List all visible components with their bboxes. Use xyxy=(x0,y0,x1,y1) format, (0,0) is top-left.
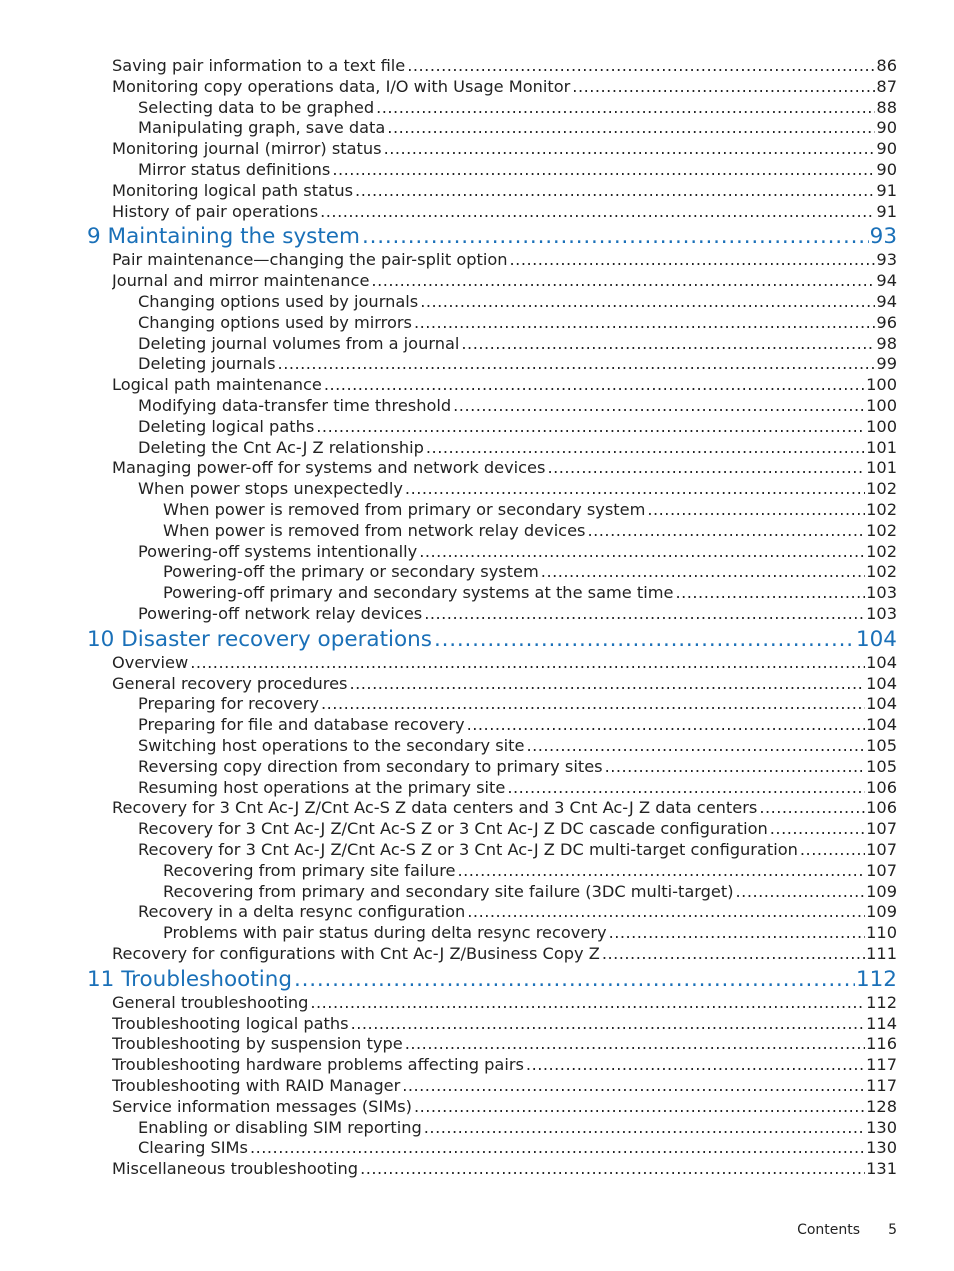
dot-leader xyxy=(453,396,865,416)
toc-entry[interactable] xyxy=(112,1034,897,1054)
entry-page-number: 109 xyxy=(866,902,897,921)
entry-title: Enabling or disabling SIM reporting xyxy=(138,1118,422,1137)
entry-title: 11 Troubleshooting xyxy=(87,967,292,992)
entry-title: Logical path maintenance xyxy=(112,375,322,394)
entry-page-number: 86 xyxy=(876,56,897,75)
dot-leader xyxy=(350,674,866,694)
entry-page-number: 99 xyxy=(876,354,897,373)
entry-title: Monitoring journal (mirror) status xyxy=(112,139,382,158)
entry-title: Recovery for configurations with Cnt Ac-J Z/Business Copy Z xyxy=(112,944,600,963)
toc-entry[interactable] xyxy=(112,944,897,964)
dot-leader xyxy=(609,923,866,943)
entry-page-number: 102 xyxy=(866,521,897,540)
entry-title: Troubleshooting logical paths xyxy=(112,1014,349,1033)
entry-page-number: 105 xyxy=(866,757,897,776)
dot-leader xyxy=(526,1055,865,1075)
toc-entry[interactable] xyxy=(112,1055,897,1075)
entry-title: History of pair operations xyxy=(112,202,319,221)
chapter-entry[interactable] xyxy=(87,967,897,993)
toc-entry[interactable] xyxy=(112,674,897,694)
entry-page-number: 109 xyxy=(866,882,897,901)
dot-leader xyxy=(424,604,865,624)
dot-leader xyxy=(190,653,865,673)
toc-entry[interactable] xyxy=(112,653,897,673)
entry-page-number: 117 xyxy=(866,1055,897,1074)
entry-title: Recovery for 3 Cnt Ac-J Z/Cnt Ac-S Z data centers and 3 Cnt Ac-J Z data centers xyxy=(112,798,758,817)
entry-title: Deleting journals xyxy=(138,354,276,373)
toc-entry[interactable] xyxy=(138,417,897,437)
dot-leader xyxy=(371,271,875,291)
entry-page-number: 87 xyxy=(876,77,897,96)
entry-page-number: 104 xyxy=(866,715,897,734)
toc-entry[interactable] xyxy=(163,521,897,541)
entry-title: Mirror status definitions xyxy=(138,160,331,179)
dot-leader xyxy=(387,118,875,138)
entry-page-number: 102 xyxy=(866,500,897,519)
entry-title: General recovery procedures xyxy=(112,674,348,693)
entry-page-number: 107 xyxy=(866,840,897,859)
entry-page-number: 100 xyxy=(866,375,897,394)
dot-leader xyxy=(526,736,865,756)
toc-entry[interactable] xyxy=(112,77,897,97)
entry-title: Managing power-off for systems and network devices xyxy=(112,458,546,477)
toc-entry[interactable] xyxy=(138,98,897,118)
dot-leader xyxy=(376,98,875,118)
entry-title: Recovering from primary and secondary site failure (3DC multi-target) xyxy=(163,882,734,901)
entry-title: Switching host operations to the secondary site xyxy=(138,736,525,755)
entry-page-number: 128 xyxy=(866,1097,897,1116)
entry-page-number: 111 xyxy=(866,944,897,963)
toc-entry[interactable] xyxy=(138,334,897,354)
dot-leader xyxy=(414,1097,865,1117)
toc-entry[interactable] xyxy=(138,840,897,860)
dot-leader xyxy=(355,181,875,201)
dot-leader xyxy=(587,521,865,541)
dot-leader xyxy=(426,438,865,458)
dot-leader xyxy=(324,375,865,395)
dot-leader xyxy=(602,944,865,964)
entry-title: Recovery in a delta resync configuration xyxy=(138,902,466,921)
entry-page-number: 103 xyxy=(866,583,897,602)
toc-entry[interactable] xyxy=(112,1159,897,1179)
toc-entry[interactable] xyxy=(112,1097,897,1117)
entry-title: Modifying data-transfer time threshold xyxy=(138,396,452,415)
entry-page-number: 98 xyxy=(876,334,897,353)
entry-page-number: 90 xyxy=(876,160,897,179)
entry-page-number: 110 xyxy=(866,923,897,942)
entry-page-number: 104 xyxy=(866,674,897,693)
dot-leader xyxy=(461,334,875,354)
entry-page-number: 100 xyxy=(866,396,897,415)
dot-leader xyxy=(332,160,875,180)
dot-leader xyxy=(467,902,865,922)
toc-entry[interactable] xyxy=(138,715,897,735)
toc-entry[interactable] xyxy=(112,181,897,201)
entry-title: Changing options used by journals xyxy=(138,292,419,311)
entry-title: Monitoring copy operations data, I/O with Usage Monitor xyxy=(112,77,571,96)
entry-title: Powering-off the primary or secondary system xyxy=(163,562,539,581)
entry-title: When power is removed from primary or secondary system xyxy=(163,500,646,519)
dot-leader xyxy=(572,77,875,97)
page-footer xyxy=(797,1222,897,1238)
dot-leader xyxy=(360,1159,865,1179)
entry-title: Miscellaneous troubleshooting xyxy=(112,1159,359,1178)
dot-leader xyxy=(419,542,865,562)
entry-title: Clearing SIMs xyxy=(138,1138,248,1157)
entry-page-number: 106 xyxy=(866,798,897,817)
dot-leader xyxy=(434,627,855,653)
entry-page-number: 93 xyxy=(869,224,897,249)
entry-title: Changing options used by mirrors xyxy=(138,313,412,332)
entry-title: 10 Disaster recovery operations xyxy=(87,627,432,652)
entry-title: Recovering from primary site failure xyxy=(163,861,456,880)
toc-entry[interactable] xyxy=(138,819,897,839)
toc-entry[interactable] xyxy=(138,1118,897,1138)
entry-title: Powering-off primary and secondary systems at the same time xyxy=(163,583,674,602)
entry-page-number: 93 xyxy=(876,250,897,269)
toc-entry[interactable] xyxy=(138,736,897,756)
entry-page-number: 94 xyxy=(876,271,897,290)
entry-title: Powering-off systems intentionally xyxy=(138,542,418,561)
entry-page-number: 91 xyxy=(876,181,897,200)
dot-leader xyxy=(278,354,876,374)
entry-title: Preparing for file and database recovery xyxy=(138,715,465,734)
entry-page-number: 100 xyxy=(866,417,897,436)
entry-page-number: 90 xyxy=(876,118,897,137)
toc-entry[interactable] xyxy=(138,438,897,458)
entry-title: Troubleshooting by suspension type xyxy=(112,1034,403,1053)
entry-title: Powering-off network relay devices xyxy=(138,604,423,623)
toc-entry[interactable] xyxy=(138,902,897,922)
toc-entry[interactable] xyxy=(112,271,897,291)
toc-entry[interactable] xyxy=(138,118,897,138)
toc-entry[interactable] xyxy=(112,993,897,1013)
dot-leader xyxy=(457,861,865,881)
entry-title: Saving pair information to a text file xyxy=(112,56,406,75)
entry-page-number: 101 xyxy=(866,458,897,477)
entry-title: Deleting the Cnt Ac-J Z relationship xyxy=(138,438,424,457)
entry-page-number: 107 xyxy=(866,819,897,838)
toc-entry[interactable] xyxy=(138,160,897,180)
toc-entry[interactable] xyxy=(138,479,897,499)
entry-page-number: 102 xyxy=(866,479,897,498)
dot-leader xyxy=(420,292,875,312)
dot-leader xyxy=(647,500,865,520)
entry-title: Troubleshooting with RAID Manager xyxy=(112,1076,401,1095)
entry-title: General troubleshooting xyxy=(112,993,309,1012)
entry-title: Deleting journal volumes from a journal xyxy=(138,334,460,353)
dot-leader xyxy=(294,967,855,993)
dot-leader xyxy=(759,798,865,818)
entry-page-number: 116 xyxy=(866,1034,897,1053)
entry-page-number: 104 xyxy=(866,694,897,713)
dot-leader xyxy=(800,840,865,860)
dot-leader xyxy=(736,882,866,902)
toc-entry[interactable] xyxy=(112,798,897,818)
entry-page-number: 102 xyxy=(866,542,897,561)
entry-page-number: 104 xyxy=(855,627,897,652)
entry-page-number: 96 xyxy=(876,313,897,332)
entry-title: Problems with pair status during delta resync recovery xyxy=(163,923,607,942)
entry-title: Troubleshooting hardware problems affecting pairs xyxy=(112,1055,524,1074)
toc-entry[interactable] xyxy=(138,694,897,714)
entry-title: Monitoring logical path status xyxy=(112,181,354,200)
toc-entry[interactable] xyxy=(138,396,897,416)
toc-entry[interactable] xyxy=(112,56,897,76)
dot-leader xyxy=(250,1138,865,1158)
dot-leader xyxy=(547,458,865,478)
dot-leader xyxy=(362,224,869,250)
toc-entry[interactable] xyxy=(112,1014,897,1034)
entry-title: Deleting logical paths xyxy=(138,417,315,436)
toc-entry[interactable] xyxy=(138,778,897,798)
toc-entry[interactable] xyxy=(138,292,897,312)
entry-page-number: 102 xyxy=(866,562,897,581)
toc-entry[interactable] xyxy=(112,375,897,395)
footer-page-number: 5 xyxy=(888,1222,897,1238)
entry-title: Recovery for 3 Cnt Ac-J Z/Cnt Ac-S Z or 3 Cnt Ac-J Z DC multi-target configuration xyxy=(138,840,798,859)
chapter-entry[interactable] xyxy=(87,224,897,250)
entry-title: Service information messages (SIMs) xyxy=(112,1097,412,1116)
entry-page-number: 88 xyxy=(876,98,897,117)
dot-leader xyxy=(467,715,865,735)
entry-title: Journal and mirror maintenance xyxy=(112,271,370,290)
dot-leader xyxy=(675,583,865,603)
entry-title: Recovery for 3 Cnt Ac-J Z/Cnt Ac-S Z or 3 Cnt Ac-J Z DC cascade configuration xyxy=(138,819,768,838)
entry-page-number: 91 xyxy=(876,202,897,221)
toc-entry[interactable] xyxy=(163,882,897,902)
entry-page-number: 101 xyxy=(866,438,897,457)
entry-page-number: 114 xyxy=(866,1014,897,1033)
dot-leader xyxy=(507,778,865,798)
entry-title: Selecting data to be graphed xyxy=(138,98,375,117)
dot-leader xyxy=(384,139,876,159)
dot-leader xyxy=(351,1014,865,1034)
dot-leader xyxy=(770,819,865,839)
entry-title: Preparing for recovery xyxy=(138,694,320,713)
dot-leader xyxy=(407,56,875,76)
entry-title: Pair maintenance—changing the pair-split option xyxy=(112,250,508,269)
entry-page-number: 130 xyxy=(866,1118,897,1137)
dot-leader xyxy=(310,993,865,1013)
toc-entry[interactable] xyxy=(163,562,897,582)
entry-title: When power is removed from network relay devices xyxy=(163,521,586,540)
entry-page-number: 112 xyxy=(866,993,897,1012)
toc-entry[interactable] xyxy=(138,757,897,777)
entry-title: Overview xyxy=(112,653,189,672)
entry-title: When power stops unexpectedly xyxy=(138,479,403,498)
entry-page-number: 104 xyxy=(866,653,897,672)
dot-leader xyxy=(414,313,875,333)
entry-page-number: 107 xyxy=(866,861,897,880)
entry-page-number: 106 xyxy=(866,778,897,797)
toc-entry[interactable] xyxy=(138,542,897,562)
toc-entry[interactable] xyxy=(163,583,897,603)
toc-entry[interactable] xyxy=(138,313,897,333)
dot-leader xyxy=(424,1118,865,1138)
entry-page-number: 117 xyxy=(866,1076,897,1095)
entry-title: Resuming host operations at the primary site xyxy=(138,778,506,797)
toc-entry[interactable] xyxy=(138,604,897,624)
dot-leader xyxy=(316,417,865,437)
footer-label: Contents xyxy=(797,1222,861,1238)
entry-page-number: 131 xyxy=(866,1159,897,1178)
entry-title: Reversing copy direction from secondary to primary sites xyxy=(138,757,603,776)
dot-leader xyxy=(405,479,865,499)
dot-leader xyxy=(605,757,866,777)
toc-entry[interactable] xyxy=(163,923,897,943)
toc-entry[interactable] xyxy=(112,202,897,222)
chapter-entry[interactable] xyxy=(87,627,897,653)
toc-entry[interactable] xyxy=(112,1076,897,1096)
toc-entry[interactable] xyxy=(138,1138,897,1158)
dot-leader xyxy=(405,1034,865,1054)
dot-leader xyxy=(320,202,875,222)
toc-entry[interactable] xyxy=(163,500,897,520)
dot-leader xyxy=(510,250,876,270)
entry-title: Manipulating graph, save data xyxy=(138,118,386,137)
toc-entry[interactable] xyxy=(138,354,897,374)
entry-page-number: 105 xyxy=(866,736,897,755)
toc-entry[interactable] xyxy=(112,458,897,478)
dot-leader xyxy=(321,694,865,714)
entry-page-number: 94 xyxy=(876,292,897,311)
entry-page-number: 103 xyxy=(866,604,897,623)
dot-leader xyxy=(541,562,865,582)
entry-page-number: 112 xyxy=(855,967,897,992)
entry-page-number: 90 xyxy=(876,139,897,158)
entry-page-number: 130 xyxy=(866,1138,897,1157)
toc-entry[interactable] xyxy=(112,139,897,159)
toc-entry[interactable] xyxy=(112,250,897,270)
dot-leader xyxy=(402,1076,865,1096)
toc-entry[interactable] xyxy=(163,861,897,881)
entry-title: 9 Maintaining the system xyxy=(87,224,360,249)
